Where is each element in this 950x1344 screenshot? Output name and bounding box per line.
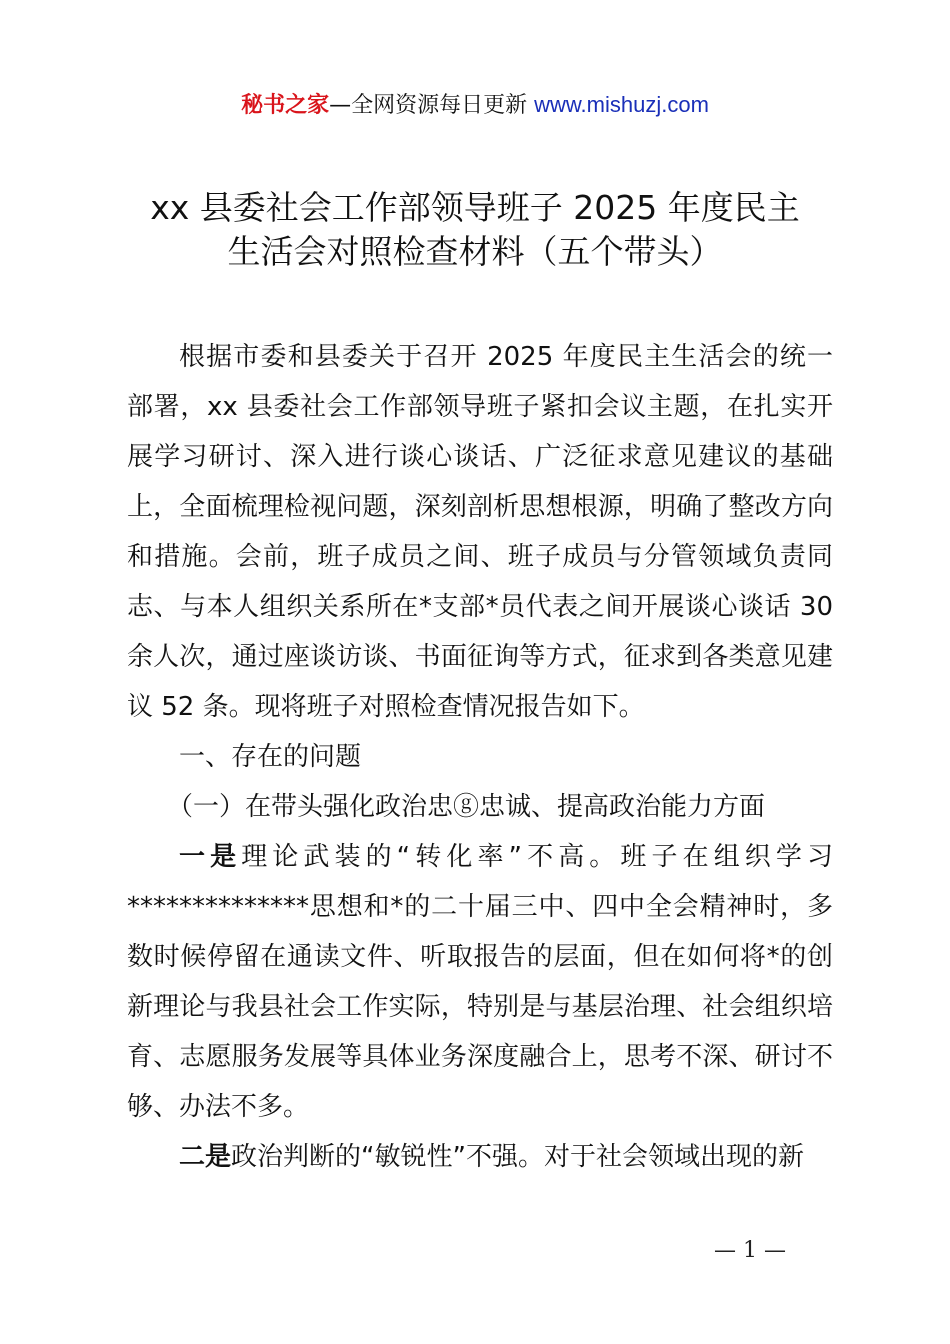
point-two-paragraph bbox=[127, 1132, 833, 1182]
point-one-text: 理论武装的“转化率”不高。班子在组织学习**************思想和*的二十届三中、四中全会精神时，多数时候停留在通读文件、听取报告的层面，但在如何将*的创新理论与我县社会工作实际，特别是与基层治理、社会组织培育、志愿服务发展等具体业务深度融合上，思考不深、研讨不够、办法不多。 bbox=[127, 842, 833, 1122]
point-two-lead: 二是 bbox=[179, 1142, 232, 1172]
document-body bbox=[127, 332, 833, 1182]
intro-paragraph: 根据市委和县委关于召开 2025 年度民主生活会的统一部署，xx 县委社会工作部领导班子紧扣会议主题，在扎实开展学习研讨、深入进行谈心谈话、广泛征求意见建议的基础上，全面梳理检视问题，深刻剖析思想根源，明确了整改方向和措施。会前，班子成员之间、班子成员与分管领域负责同志、与本人组织关系所在*支部*员代表之间开展谈心谈话 30 余人次，通过座谈访谈、书面征询等方式，征求到各类意见建议 52 条。现将班子对照检查情况报告如下。 bbox=[127, 342, 833, 722]
brand-name: 秘书之家 bbox=[241, 93, 330, 118]
site-header bbox=[0, 88, 950, 123]
subsection-heading: （一）在带头强化政治忠ⓖ忠诚、提高政治能力方面 bbox=[167, 792, 766, 822]
point-one-paragraph bbox=[127, 832, 833, 1132]
point-one-lead: 一是 bbox=[179, 842, 242, 872]
title-line-1: xx 县委社会工作部领导班子 2025 年度民主 bbox=[150, 188, 800, 227]
section-heading: 一、存在的问题 bbox=[179, 742, 362, 772]
title-line-2: 生活会对照检查材料（五个带头） bbox=[227, 232, 723, 271]
site-url-link[interactable]: www.mishuzj.com bbox=[534, 92, 709, 117]
document-title bbox=[0, 186, 950, 274]
page-number: — 1 — bbox=[714, 1238, 786, 1263]
point-two-text: 政治判断的“敏锐性”不强。对于社会领域出现的新 bbox=[231, 1142, 804, 1172]
header-tagline: —全网资源每日更新 bbox=[329, 93, 535, 118]
